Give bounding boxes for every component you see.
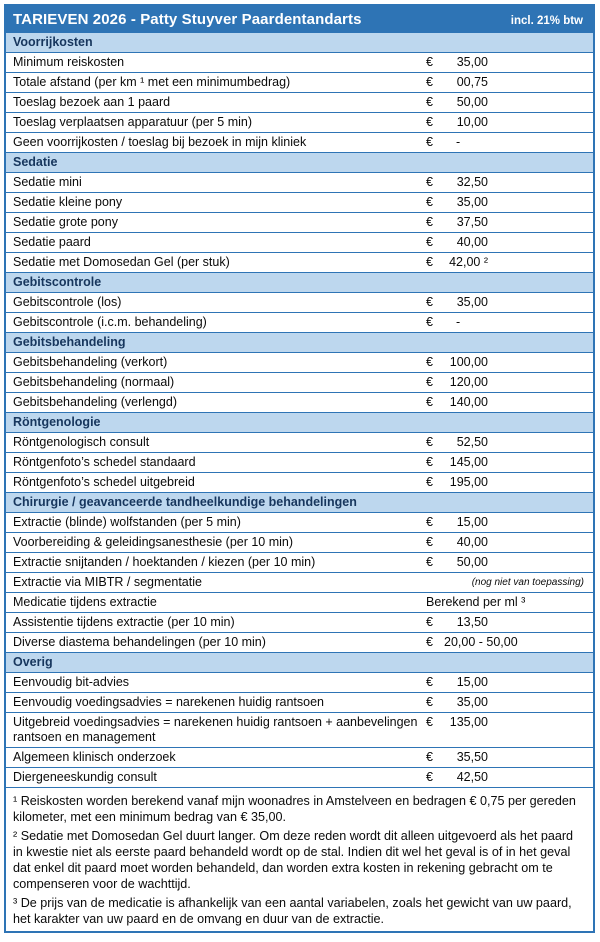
- euro-sign: €: [426, 750, 433, 764]
- row-label: Eenvoudig bit-advies: [13, 675, 130, 689]
- price-row: [6, 673, 593, 693]
- table-body: [6, 33, 593, 788]
- row-value: [426, 255, 586, 270]
- row-value: [426, 675, 586, 690]
- row-label: Extractie (blinde) wolfstanden (per 5 min): [13, 515, 241, 529]
- row-label: Gebitsbehandeling (verkort): [13, 355, 168, 369]
- footnote: ³ De prijs van de medicatie is afhankelijk van een aantal variabelen, zoals het gewicht van uw paard, het karakter van uw paard en de omvang en duur van de extractie.: [13, 896, 572, 926]
- row-label: Sedatie met Domosedan Gel (per stuk): [13, 255, 230, 269]
- row-label: Uitgebreid voedingsadvies = narekenen huidig rantsoen + aanbevelingen rantsoen en management: [13, 715, 418, 744]
- price-amount: 35,00: [456, 295, 488, 309]
- row-label: Extractie via MIBTR / segmentatie: [13, 575, 202, 589]
- row-value: [426, 555, 586, 570]
- row-value: [426, 95, 586, 110]
- row-value: [426, 750, 586, 765]
- price-amount: 135,00: [449, 715, 488, 729]
- footnotes: [6, 788, 593, 934]
- row-value: [426, 375, 586, 390]
- euro-sign: €: [426, 675, 433, 689]
- price-row: [6, 433, 593, 453]
- euro-sign: €: [426, 535, 433, 549]
- price-amount: 00,75: [456, 75, 488, 89]
- euro-sign: €: [426, 395, 433, 409]
- title-bar: [6, 6, 593, 33]
- euro-sign: €: [426, 75, 433, 89]
- price-row: [6, 373, 593, 393]
- tariff-sheet: [4, 4, 595, 933]
- euro-sign: €: [426, 295, 433, 309]
- row-label: Gebitsbehandeling (normaal): [13, 375, 175, 389]
- price-amount: 52,50: [456, 435, 488, 449]
- row-value: [426, 635, 586, 650]
- euro-sign: €: [426, 635, 433, 649]
- euro-sign: €: [426, 215, 433, 229]
- row-note: Berekend per ml ³: [426, 595, 526, 609]
- section-header: Voorrijkosten: [6, 33, 593, 53]
- row-label: Eenvoudig voedingsadvies = narekenen huidig rantsoen: [13, 695, 324, 709]
- price-row: [6, 453, 593, 473]
- row-label: Geen voorrijkosten / toeslag bij bezoek in mijn kliniek: [13, 135, 307, 149]
- price-row: [6, 748, 593, 768]
- price-row: [6, 713, 593, 748]
- row-label: Minimum reiskosten: [13, 55, 125, 69]
- row-label: Toeslag verplaatsen apparatuur (per 5 min): [13, 115, 253, 129]
- row-value: [426, 395, 586, 410]
- row-value: [426, 575, 586, 590]
- price-amount: 15,00: [456, 515, 488, 529]
- row-note: (nog niet van toepassing): [471, 577, 584, 588]
- row-value: [426, 215, 586, 230]
- row-label: Gebitscontrole (i.c.m. behandeling): [13, 315, 207, 329]
- row-label: Röntgenfoto’s schedel uitgebreid: [13, 475, 195, 489]
- price-row: [6, 473, 593, 493]
- row-label: Sedatie grote pony: [13, 215, 118, 229]
- price-row: [6, 133, 593, 153]
- price-amount: -: [456, 315, 461, 329]
- euro-sign: €: [426, 615, 433, 629]
- price-row: [6, 613, 593, 633]
- row-label: Medicatie tijdens extractie: [13, 595, 157, 609]
- section-header: Chirurgie / geavanceerde tandheelkundige behandelingen: [6, 493, 593, 513]
- btw-note: incl. 21% btw: [510, 15, 583, 27]
- price-amount: 37,50: [456, 215, 488, 229]
- price-amount: 145,00: [449, 455, 488, 469]
- row-label: Toeslag bezoek aan 1 paard: [13, 95, 171, 109]
- price-row: [6, 633, 593, 653]
- row-value: [426, 235, 586, 250]
- euro-sign: €: [426, 315, 433, 329]
- price-row: [6, 113, 593, 133]
- price-row: [6, 353, 593, 373]
- euro-sign: €: [426, 355, 433, 369]
- row-label: Gebitsbehandeling (verlengd): [13, 395, 177, 409]
- price-row: [6, 213, 593, 233]
- section-header: Röntgenologie: [6, 413, 593, 433]
- row-value: [426, 55, 586, 70]
- row-value: [426, 615, 586, 630]
- euro-sign: €: [426, 435, 433, 449]
- price-amount: 50,00: [456, 555, 488, 569]
- row-label: Gebitscontrole (los): [13, 295, 122, 309]
- price-amount: 40,00: [456, 235, 488, 249]
- price-row: [6, 233, 593, 253]
- price-row: [6, 768, 593, 788]
- price-amount: 13,50: [456, 615, 488, 629]
- page-title: TARIEVEN 2026 - Patty Stuyver Paardentandarts: [13, 11, 362, 28]
- row-value: [426, 315, 586, 330]
- row-value: [426, 355, 586, 370]
- euro-sign: €: [426, 455, 433, 469]
- price-row: [6, 573, 593, 593]
- price-row: [6, 73, 593, 93]
- price-amount: 32,50: [456, 175, 488, 189]
- euro-sign: €: [426, 235, 433, 249]
- row-value: [426, 135, 586, 150]
- euro-sign: €: [426, 715, 433, 729]
- price-amount: 42,00 ²: [449, 255, 488, 269]
- price-row: [6, 513, 593, 533]
- row-value: [426, 515, 586, 530]
- euro-sign: €: [426, 375, 433, 389]
- euro-sign: €: [426, 475, 433, 489]
- euro-sign: €: [426, 195, 433, 209]
- row-label: Sedatie kleine pony: [13, 195, 123, 209]
- price-row: [6, 173, 593, 193]
- row-label: Totale afstand (per km ¹ met een minimumbedrag): [13, 75, 291, 89]
- price-amount: 20,00 - 50,00: [444, 635, 518, 649]
- row-value: [426, 535, 586, 550]
- row-value: [426, 75, 586, 90]
- price-amount: 120,00: [449, 375, 488, 389]
- price-amount: 50,00: [456, 95, 488, 109]
- price-row: [6, 93, 593, 113]
- row-value: [426, 455, 586, 470]
- euro-sign: €: [426, 695, 433, 709]
- price-row: [6, 393, 593, 413]
- price-amount: 42,50: [456, 770, 488, 784]
- row-value: [426, 435, 586, 450]
- row-value: [426, 295, 586, 310]
- price-row: [6, 253, 593, 273]
- price-row: [6, 313, 593, 333]
- row-label: Diverse diastema behandelingen (per 10 min): [13, 635, 266, 649]
- price-amount: 140,00: [449, 395, 488, 409]
- euro-sign: €: [426, 95, 433, 109]
- row-label: Algemeen klinisch onderzoek: [13, 750, 176, 764]
- euro-sign: €: [426, 555, 433, 569]
- price-amount: 35,00: [456, 55, 488, 69]
- footnote: ¹ Reiskosten worden berekend vanaf mijn woonadres in Amstelveen en bedragen € 0,75 per gereden kilometer, met een minimum bedrag van € 35,00.: [13, 794, 576, 824]
- price-row: [6, 593, 593, 613]
- row-value: [426, 695, 586, 710]
- row-label: Assistentie tijdens extractie (per 10 min): [13, 615, 235, 629]
- price-row: [6, 693, 593, 713]
- price-amount: 35,00: [456, 195, 488, 209]
- price-row: [6, 53, 593, 73]
- row-label: Sedatie mini: [13, 175, 82, 189]
- euro-sign: €: [426, 135, 433, 149]
- price-amount: 35,00: [456, 695, 488, 709]
- row-value: [426, 475, 586, 490]
- euro-sign: €: [426, 55, 433, 69]
- price-amount: 100,00: [449, 355, 488, 369]
- price-amount: 15,00: [456, 675, 488, 689]
- price-amount: 35,50: [456, 750, 488, 764]
- row-label: Diergeneeskundig consult: [13, 770, 157, 784]
- price-row: [6, 293, 593, 313]
- price-amount: 195,00: [449, 475, 488, 489]
- euro-sign: €: [426, 770, 433, 784]
- row-value: [426, 715, 586, 730]
- row-label: Röntgenologisch consult: [13, 435, 150, 449]
- price-row: [6, 533, 593, 553]
- section-header: Gebitsbehandeling: [6, 333, 593, 353]
- euro-sign: €: [426, 255, 433, 269]
- price-amount: 40,00: [456, 535, 488, 549]
- euro-sign: €: [426, 115, 433, 129]
- section-header: Sedatie: [6, 153, 593, 173]
- row-label: Sedatie paard: [13, 235, 91, 249]
- section-header: Gebitscontrole: [6, 273, 593, 293]
- price-row: [6, 553, 593, 573]
- row-value: [426, 115, 586, 130]
- row-value: [426, 770, 586, 785]
- row-label: Voorbereiding & geleidingsanesthesie (per 10 min): [13, 535, 294, 549]
- euro-sign: €: [426, 515, 433, 529]
- row-value: [426, 175, 586, 190]
- section-header: Overig: [6, 653, 593, 673]
- price-amount: -: [456, 135, 461, 149]
- price-row: [6, 193, 593, 213]
- footnote: ² Sedatie met Domosedan Gel duurt langer. Om deze reden wordt dit alleen uitgevoerd als het paard in kwestie niet als eerste paard behandeld wordt op de stal. Indien dit wel het geval is of in het geval dat enkel dit paard moet worden behandeld, dan worden extra kosten in rekening gebracht om te compenseren voor de wachttijd.: [13, 829, 574, 891]
- row-value: [426, 195, 586, 210]
- euro-sign: €: [426, 175, 433, 189]
- row-value: [426, 595, 586, 610]
- row-label: Extractie snijtanden / hoektanden / kiezen (per 10 min): [13, 555, 316, 569]
- row-label: Röntgenfoto’s schedel standaard: [13, 455, 196, 469]
- price-amount: 10,00: [456, 115, 488, 129]
